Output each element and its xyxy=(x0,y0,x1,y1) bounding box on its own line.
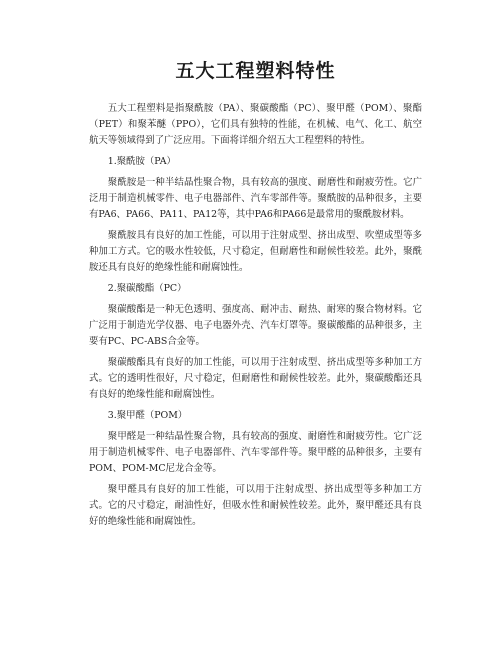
section-paragraph: 聚碳酸酯具有良好的加工性能，可以用于注射成型、挤出成型等多种加工方式。它的透明性很好，尺寸稳定，但耐磨性和耐候性较差。此外，聚碳酸酯还具有良好的绝缘性能和耐腐蚀性。 xyxy=(89,357,422,400)
section-paragraph: 聚碳酸酯是一种无色透明、强度高、耐冲击、耐热、耐寒的聚合物材料。它广泛用于制造光学仪器、电子电器外壳、汽车灯罩等。聚碳酸酯的品种很多，主要有PC、PC-ABS合金等。 xyxy=(89,304,422,347)
section-pa xyxy=(89,154,422,276)
section-heading: 1.聚酰胺（PA） xyxy=(107,156,176,167)
section-paragraph: 聚酰胺是一种半结晶性聚合物，具有较高的强度、耐磨性和耐疲劳性。它广泛用于制造机械零件、电子电器部件、汽车零部件等。聚酰胺的品种很多，主要有PA6、PA66、PA11、PA12等，其中PA6和PA66是最常用的聚酰胺材料。 xyxy=(89,177,422,220)
section-heading: 3.聚甲醛（POM） xyxy=(107,410,188,421)
section-paragraph: 聚酰胺具有良好的加工性能，可以用于注射成型、挤出成型、吹塑成型等多种加工方式。它的吸水性较低，尺寸稳定，但耐磨性和耐候性较差。此外，聚酰胺还具有良好的绝缘性能和耐腐蚀性。 xyxy=(89,230,422,273)
section-heading: 2.聚碳酸酯（PC） xyxy=(107,283,187,294)
section-paragraph: 聚甲醛具有良好的加工性能，可以用于注射成型、挤出成型等多种加工方式。它的尺寸稳定，耐油性好，但吸水性和耐候性较差。此外，聚甲醛还具有良好的绝缘性能和耐腐蚀性。 xyxy=(89,484,422,527)
section-pc xyxy=(89,281,422,403)
intro-paragraph: 五大工程塑料是指聚酰胺（PA）、聚碳酸酯（PC）、聚甲醛（POM）、聚酯（PET）和聚苯醚（PPO），它们具有独特的性能，在机械、电气、化工、航空航天等领域得到了广泛应用。下面将详细介绍五大工程塑料的特性。 xyxy=(89,103,422,146)
section-paragraph: 聚甲醛是一种结晶性聚合物，具有较高的强度、耐磨性和耐疲劳性。它广泛用于制造机械零件、电子电器部件、汽车零部件等。聚甲醛的品种很多，主要有POM、POM-MC尼龙合金等。 xyxy=(89,431,422,474)
section-pom xyxy=(89,408,422,530)
document-title: 五大工程塑料特性 xyxy=(175,60,336,82)
